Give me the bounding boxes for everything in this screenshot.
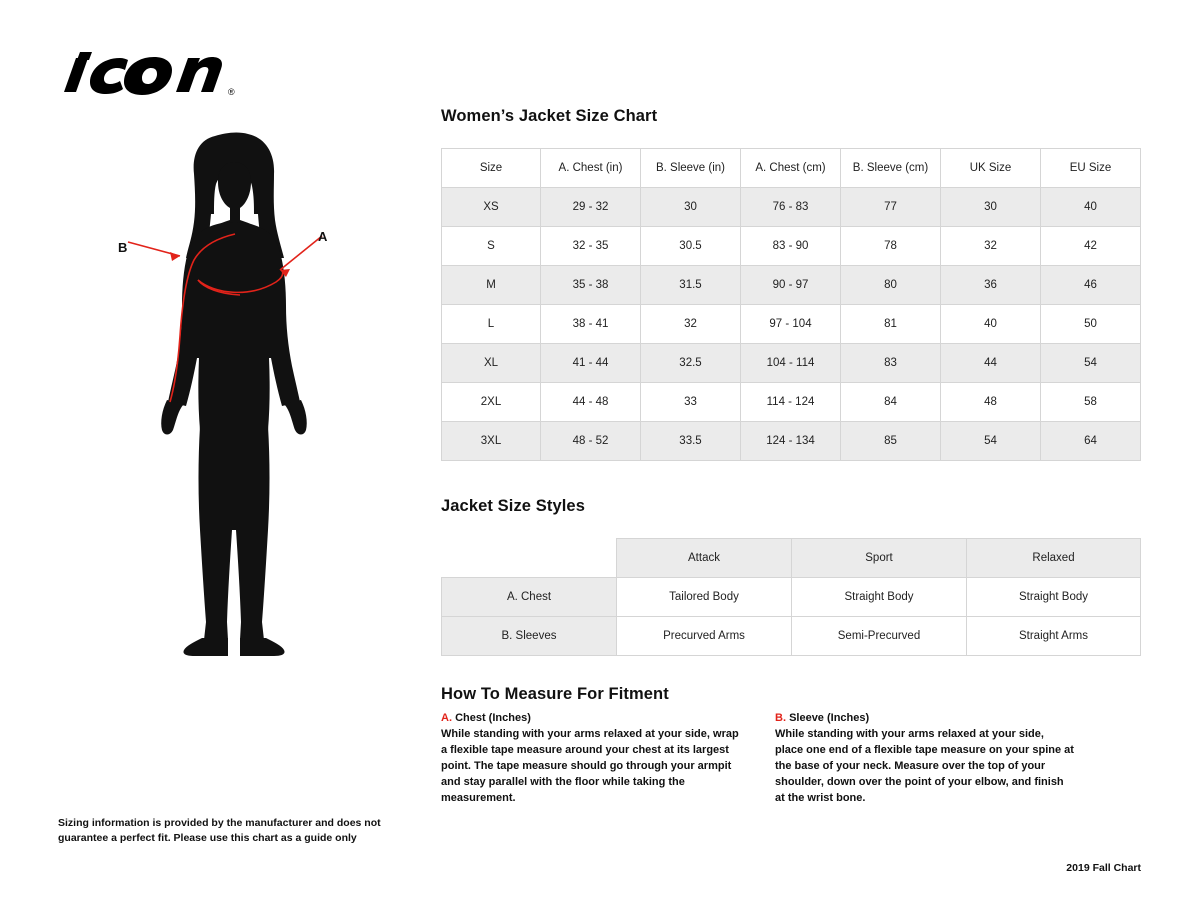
cell: 46 — [1041, 266, 1141, 305]
cell: XS — [442, 188, 541, 227]
left-panel — [0, 0, 430, 900]
col-sleeve-cm: B. Sleeve (cm) — [841, 149, 941, 188]
cell: Straight Body — [967, 578, 1141, 617]
cell: 83 — [841, 344, 941, 383]
measure-body-sleeve: While standing with your arms relaxed at your side, place one end of a flexible tape measure on your spine at the base of your neck. Measure over the top of your shoulder, down over the point of your elbow, and finish at the wrist bone. — [775, 728, 1074, 804]
cell: 54 — [941, 422, 1041, 461]
measure-item-sleeve — [775, 712, 1075, 807]
how-to-measure-title: How To Measure For Fitment — [441, 685, 669, 703]
table-row — [442, 266, 1141, 305]
measure-heading-sleeve — [775, 712, 1075, 724]
corner-blank-cell — [442, 539, 617, 578]
cell: 35 - 38 — [541, 266, 641, 305]
table-row — [442, 188, 1141, 227]
table-header-row — [442, 149, 1141, 188]
cell: 76 - 83 — [741, 188, 841, 227]
col-size: Size — [442, 149, 541, 188]
table-row — [442, 422, 1141, 461]
cell: 33 — [641, 383, 741, 422]
cell: 85 — [841, 422, 941, 461]
cell: Straight Arms — [967, 617, 1141, 656]
cell: S — [442, 227, 541, 266]
cell: 42 — [1041, 227, 1141, 266]
styles-chart-title: Jacket Size Styles — [441, 497, 585, 515]
table-row — [442, 227, 1141, 266]
col-uk-size: UK Size — [941, 149, 1041, 188]
measure-heading-text-sleeve: Sleeve (Inches) — [789, 712, 870, 724]
cell: Semi-Precurved — [792, 617, 967, 656]
styles-chart-table — [441, 538, 1141, 656]
measure-letter-b: B. — [775, 712, 786, 724]
how-to-measure-columns — [441, 712, 1141, 807]
cell: 114 - 124 — [741, 383, 841, 422]
size-chart-title: Women’s Jacket Size Chart — [441, 107, 658, 125]
cell: 31.5 — [641, 266, 741, 305]
cell: 124 - 134 — [741, 422, 841, 461]
cell: 33.5 — [641, 422, 741, 461]
table-row — [442, 617, 1141, 656]
figure-label-b: B — [118, 240, 128, 255]
woman-silhouette-figure — [110, 130, 380, 670]
cell: 36 — [941, 266, 1041, 305]
cell: 44 - 48 — [541, 383, 641, 422]
col-chest-cm: A. Chest (cm) — [741, 149, 841, 188]
col-sleeve-in: B. Sleeve (in) — [641, 149, 741, 188]
col-eu-size: EU Size — [1041, 149, 1141, 188]
cell: M — [442, 266, 541, 305]
measure-letter-a: A. — [441, 712, 452, 724]
disclaimer-text: Sizing information is provided by the manufacturer and does not guarantee a perfect fit. Please use this chart as a guide only — [58, 817, 381, 845]
cell: 84 — [841, 383, 941, 422]
cell: 32 — [641, 305, 741, 344]
cell: 90 - 97 — [741, 266, 841, 305]
cell: Straight Body — [792, 578, 967, 617]
cell: 58 — [1041, 383, 1141, 422]
measure-body-chest: While standing with your arms relaxed at your side, wrap a flexible tape measure around your chest at its largest point. The tape measure should go through your armpit and stay parallel with the floor while taking the measurement. — [441, 728, 739, 804]
size-chart-table — [441, 148, 1141, 461]
cell: 38 - 41 — [541, 305, 641, 344]
cell: 48 — [941, 383, 1041, 422]
cell: 78 — [841, 227, 941, 266]
cell: 30.5 — [641, 227, 741, 266]
cell: 41 - 44 — [541, 344, 641, 383]
row-header-sleeves: B. Sleeves — [442, 617, 617, 656]
table-row — [442, 344, 1141, 383]
cell: 48 - 52 — [541, 422, 641, 461]
measure-item-chest — [441, 712, 741, 807]
cell: 30 — [941, 188, 1041, 227]
cell: 30 — [641, 188, 741, 227]
cell: Tailored Body — [617, 578, 792, 617]
measure-heading-chest — [441, 712, 741, 724]
cell: 54 — [1041, 344, 1141, 383]
cell: 50 — [1041, 305, 1141, 344]
right-panel — [441, 0, 1161, 900]
col-relaxed: Relaxed — [967, 539, 1141, 578]
footer-chart-note: 2019 Fall Chart — [1066, 862, 1141, 874]
col-sport: Sport — [792, 539, 967, 578]
table-row — [442, 383, 1141, 422]
cell: Precurved Arms — [617, 617, 792, 656]
measure-heading-text-chest: Chest (Inches) — [455, 712, 531, 724]
cell: XL — [442, 344, 541, 383]
table-header-row — [442, 539, 1141, 578]
cell: 80 — [841, 266, 941, 305]
cell: 32 — [941, 227, 1041, 266]
cell: 40 — [941, 305, 1041, 344]
cell: 83 - 90 — [741, 227, 841, 266]
icon-logo — [58, 48, 248, 110]
table-row — [442, 305, 1141, 344]
cell: 3XL — [442, 422, 541, 461]
cell: 29 - 32 — [541, 188, 641, 227]
cell: L — [442, 305, 541, 344]
cell: 32.5 — [641, 344, 741, 383]
cell: 44 — [941, 344, 1041, 383]
cell: 64 — [1041, 422, 1141, 461]
cell: 40 — [1041, 188, 1141, 227]
cell: 97 - 104 — [741, 305, 841, 344]
cell: 81 — [841, 305, 941, 344]
figure-label-a: A — [318, 229, 328, 244]
cell: 77 — [841, 188, 941, 227]
svg-text:®: ® — [228, 87, 235, 97]
table-row — [442, 578, 1141, 617]
col-chest-in: A. Chest (in) — [541, 149, 641, 188]
cell: 104 - 114 — [741, 344, 841, 383]
cell: 2XL — [442, 383, 541, 422]
row-header-chest: A. Chest — [442, 578, 617, 617]
cell: 32 - 35 — [541, 227, 641, 266]
col-attack: Attack — [617, 539, 792, 578]
